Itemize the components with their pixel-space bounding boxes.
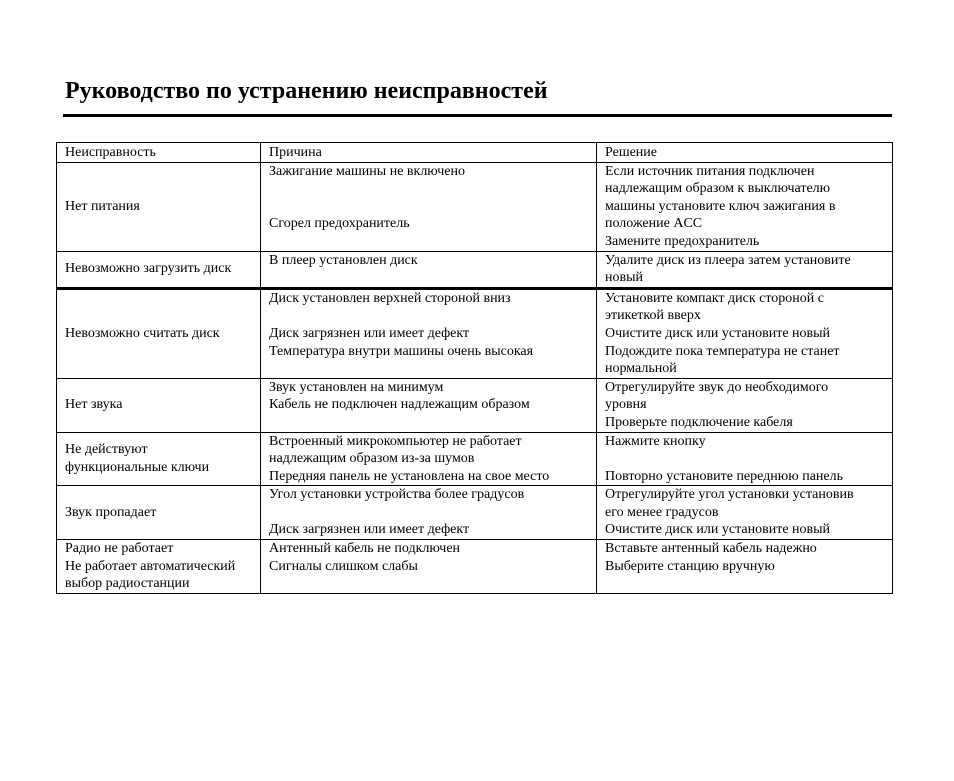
table-body (57, 143, 893, 594)
solution-cell (597, 162, 893, 251)
solution-line: Удалите диск из плеера затем установите (605, 252, 851, 268)
cause-cell (261, 378, 597, 432)
cause-line: Кабель не подключен надлежащим образом (269, 397, 530, 413)
problem-cell (57, 378, 261, 432)
cause-cell (261, 540, 597, 594)
cause-line: В плеер установлен диск (269, 252, 418, 268)
solution-line: Повторно установите переднюю панель (605, 468, 843, 484)
cause-line (269, 233, 588, 251)
header-solution: Решение (597, 143, 893, 163)
solution-line (605, 575, 884, 593)
cause-line: надлежащим образом из-за шумов (269, 451, 475, 467)
solution-cell (597, 251, 893, 288)
solution-line: Подождите пока температура не станет (605, 343, 840, 359)
cause-line: Сигналы слишком слабы (269, 558, 418, 574)
solution-line: Отрегулируйте звук до необходимого (605, 379, 829, 395)
cause-cell (261, 288, 597, 378)
problem-line: Нет звука (65, 397, 123, 413)
problem-line: Звук пропадает (65, 504, 157, 520)
cause-line (269, 180, 588, 198)
cause-line: Встроенный микрокомпьютер не работает (269, 433, 522, 449)
table-header-row (57, 143, 893, 163)
cause-cell (261, 251, 597, 288)
cause-cell (261, 432, 597, 486)
cause-line (269, 198, 588, 216)
cause-line: Температура внутри машины очень высокая (269, 343, 534, 359)
cause-line: Антенный кабель не подключен (269, 541, 461, 557)
table-row (57, 251, 893, 288)
cause-line (269, 575, 588, 593)
cause-cell (261, 162, 597, 251)
cause-line (269, 414, 588, 432)
solution-cell (597, 288, 893, 378)
cause-line: Зажигание машины не включено (269, 163, 465, 179)
solution-line: нормальной (605, 361, 677, 377)
problem-line: выбор радиостанции (65, 576, 190, 592)
header-cause: Причина (261, 143, 597, 163)
solution-line: уровня (605, 397, 647, 413)
solution-line: новый (605, 270, 644, 286)
table-row (57, 288, 893, 378)
solution-line (605, 450, 884, 468)
problem-cell (57, 251, 261, 288)
solution-cell (597, 378, 893, 432)
problem-cell (57, 162, 261, 251)
cause-line (269, 504, 588, 522)
cause-cell (261, 486, 597, 540)
solution-line: этикеткой вверх (605, 308, 701, 324)
cause-line (269, 269, 588, 287)
solution-line: Вставьте антенный кабель надежно (605, 541, 817, 557)
table-row (57, 378, 893, 432)
problem-line: Не работает автоматический (65, 558, 236, 574)
problem-line: функциональные ключи (65, 459, 210, 475)
solution-line: его менее градусов (605, 504, 719, 520)
title-divider (63, 114, 892, 117)
table-row (57, 162, 893, 251)
cause-line (269, 360, 588, 378)
problem-cell (57, 486, 261, 540)
solution-line: Если источник питания подключен (605, 163, 815, 179)
cause-line: Передняя панель не установлена на свое место (269, 468, 550, 484)
table-row (57, 432, 893, 486)
solution-line: Проверьте подключение кабеля (605, 414, 793, 430)
cause-line: Угол установки устройства более градусов (269, 487, 525, 503)
solution-cell (597, 540, 893, 594)
solution-line: надлежащим образом к выключателю (605, 181, 831, 197)
solution-line: Нажмите кнопку (605, 433, 706, 449)
solution-line: Выберите станцию вручную (605, 558, 775, 574)
solution-cell (597, 432, 893, 486)
cause-line (269, 307, 588, 325)
problem-line: Нет питания (65, 198, 140, 214)
cause-line: Звук установлен на минимум (269, 379, 444, 395)
solution-line: Установите компакт диск стороной с (605, 290, 824, 306)
table-row (57, 540, 893, 594)
problem-line: Невозможно загрузить диск (65, 261, 232, 277)
cause-line: Диск загрязнен или имеет дефект (269, 325, 470, 341)
problem-line: Невозможно считать диск (65, 325, 220, 341)
solution-line: машины установите ключ зажигания в (605, 198, 836, 214)
problem-cell (57, 288, 261, 378)
solution-line: Замените предохранитель (605, 233, 760, 249)
cause-line: Сгорел предохранитель (269, 216, 410, 232)
solution-line: Очистите диск или установите новый (605, 522, 831, 538)
header-problem: Неисправность (57, 143, 261, 163)
table-row (57, 486, 893, 540)
problem-line: Не действуют (65, 442, 148, 458)
page-title: Руководство по устранению неисправностей (65, 78, 548, 104)
problem-cell (57, 432, 261, 486)
solution-line: Отрегулируйте угол установки установив (605, 487, 854, 503)
cause-line: Диск установлен верхней стороной вниз (269, 290, 511, 306)
solution-cell (597, 486, 893, 540)
solution-line: положение ACC (605, 216, 703, 232)
problem-line: Радио не работает (65, 541, 174, 557)
solution-line: Очистите диск или установите новый (605, 325, 831, 341)
cause-line: Диск загрязнен или имеет дефект (269, 522, 470, 538)
problem-cell (57, 540, 261, 594)
troubleshooting-table (56, 142, 893, 594)
